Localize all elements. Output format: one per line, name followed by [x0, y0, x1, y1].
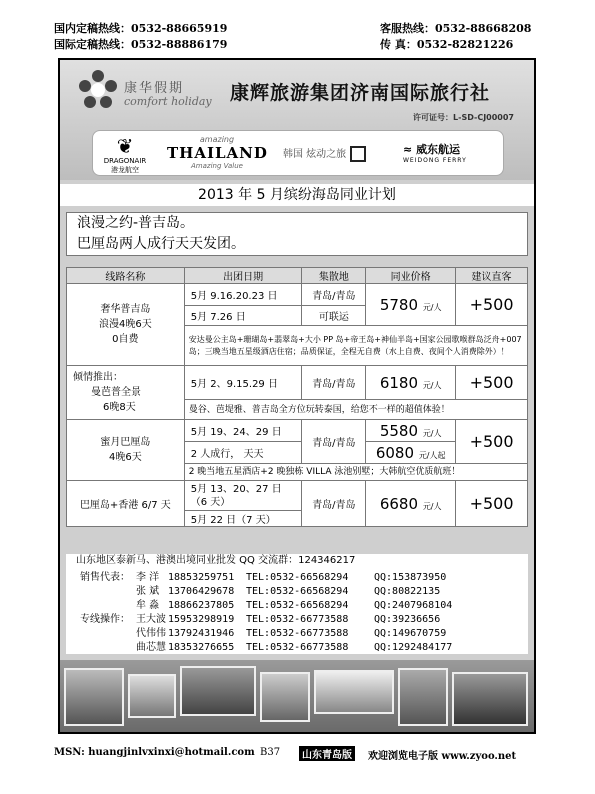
- contacts-block: [66, 554, 528, 654]
- intl-label: 国际定稿热线：: [54, 38, 131, 51]
- brand-en: comfort holiday: [124, 95, 212, 108]
- contact-row: 专线操作： 王大波 15953298919 TEL:0532-66773588 QQ:39236656: [80, 614, 441, 625]
- promo-box: [66, 212, 528, 256]
- elephant-photo: [128, 674, 176, 718]
- route-price: 5580 元/人: [366, 420, 456, 442]
- service-label: 客服热线：: [380, 22, 435, 35]
- palace-photo: [452, 672, 528, 726]
- table-row: [67, 420, 528, 442]
- route-table: [66, 267, 528, 527]
- route-desc: 安达曼公主岛+珊瑚岛+翡翠岛+大小 PP 岛+帝王岛+神仙半岛+国家公园歌喉群岛泛舟+007 岛；三晚当地五星级酒店住宿；品质保证，全程无自费（水上自费、夜间个人消费除外）！: [184, 326, 527, 366]
- route-price: 6680 元/人: [366, 481, 456, 527]
- promo-line: 巴厘岛两人成行天天发团。: [77, 236, 245, 252]
- paper-edition: 山东青岛版: [299, 746, 355, 761]
- route-name: 蜜月巴厘岛 4晚6天: [67, 420, 185, 481]
- route-suggest: +500: [456, 420, 528, 464]
- table-row: [67, 481, 528, 511]
- photo-collage: [60, 660, 534, 732]
- statue-photo: [398, 668, 448, 726]
- thailand-amazing: amazing: [199, 135, 235, 144]
- boat-photo: [314, 670, 394, 714]
- route-departure: 青岛/青岛: [302, 481, 366, 527]
- company-name: 康辉旅游集团济南国际旅行社: [230, 82, 491, 104]
- weidong-logo: [403, 141, 467, 164]
- domestic-phone: 0532-88665919: [131, 22, 228, 35]
- brand-cn: 康华假期: [124, 81, 185, 96]
- hotline-left: [54, 21, 227, 53]
- table-header-row: [67, 268, 528, 284]
- route-departure: 可联运: [302, 306, 366, 326]
- page-number: B37: [260, 747, 281, 758]
- route-departure: 青岛/青岛: [302, 366, 366, 400]
- col-header: 线路名称: [67, 268, 185, 284]
- route-date: 2 人成行， 天天: [184, 442, 302, 464]
- table-row: [67, 366, 528, 400]
- col-header: 建议直客: [456, 268, 528, 284]
- star-flower-logo-icon: [76, 68, 120, 112]
- korea-square-icon: [350, 146, 366, 162]
- ad-header: [60, 60, 534, 180]
- weidong-en: WEIDONG FERRY: [403, 157, 467, 164]
- service-phone: 0532-88668208: [435, 22, 532, 35]
- contact-row: 牟 淼 18866237805 TEL:0532-66568294 QQ:2407968104: [136, 600, 453, 611]
- korea-logo: [283, 145, 366, 162]
- rock-photo: [260, 672, 310, 722]
- col-header: 集散地: [302, 268, 366, 284]
- route-suggest: +500: [456, 481, 528, 527]
- thailand-word: THAILAND: [167, 144, 268, 162]
- domestic-label: 国内定稿热线：: [54, 22, 131, 35]
- route-date: 5月 7.26 日: [184, 306, 302, 326]
- website-link[interactable]: 欢迎浏览电子版 www.zyoo.net: [368, 751, 517, 762]
- temple-photo: [64, 668, 124, 726]
- thailand-value: Amazing Value: [191, 162, 243, 170]
- hotline-right: [380, 21, 531, 53]
- korea-text: 韩国 炫动之旅: [283, 149, 347, 160]
- license-number: 许可证号：L-SD-CJ00007: [413, 113, 514, 122]
- col-header: 出团日期: [184, 268, 302, 284]
- contact-row: 代伟伟 13792431946 TEL:0532-66773588 QQ:149670759: [136, 628, 447, 639]
- fax-phone: 0532-82821226: [416, 38, 514, 51]
- route-price: 5780 元/人: [366, 284, 456, 326]
- weidong-wave-icon: ≈: [403, 143, 413, 156]
- contact-row: 曲芯慧 18353276655 TEL:0532-66773588 QQ:1292484177: [136, 642, 453, 653]
- route-suggest: +500: [456, 366, 528, 400]
- route-name: 倾情推出： 曼芭普全景 6晚8天: [67, 366, 185, 420]
- contact-row: 张 斌 13706429678 TEL:0532-66568294 QQ:80822135: [136, 586, 441, 597]
- weidong-cn: 威东航运: [416, 143, 461, 156]
- route-departure: 青岛/青岛: [302, 420, 366, 464]
- route-departure: 青岛/青岛: [302, 284, 366, 306]
- sponsor-strip: [92, 130, 504, 176]
- qq-group: 山东地区泰新马、港澳出境同业批发 QQ 交流群：124346217: [76, 555, 356, 566]
- route-name: 巴厘岛+香港 6/7 天: [67, 481, 185, 527]
- route-date: 5月 9.16.20.23 日: [184, 284, 302, 306]
- ad-frame: [58, 58, 536, 734]
- route-date: 5月 19、24、29 日: [184, 420, 302, 442]
- dragonair-en: DRAGONAIR: [103, 157, 147, 165]
- route-date: 5月 13、20、27 日 （6 天）: [184, 481, 302, 511]
- route-desc: 曼谷、芭堤雅、普吉岛全方位玩转泰国，给您不一样的超值体验！: [184, 400, 527, 420]
- hotline-block: [54, 21, 535, 53]
- route-price: 6080 元/人起: [366, 442, 456, 464]
- route-desc: 2 晚当地五星酒店+2 晚独栋 VILLA 泳池别墅；大韩航空优质航班！: [184, 464, 527, 481]
- dragon-icon: ❦: [116, 134, 134, 158]
- page-footer: [54, 747, 534, 763]
- route-date: 5月 22 日（7 天）: [184, 511, 302, 527]
- intl-phone: 0532-88886179: [131, 38, 228, 51]
- route-name: 奢华普吉岛 浪漫4晚6天 0自费: [67, 284, 185, 366]
- promo-line: 浪漫之约-普吉岛。: [77, 215, 195, 231]
- contact-row: 销售代表： 李 洋 18853259751 TEL:0532-66568294 QQ:153873950: [80, 572, 447, 583]
- island-photo: [180, 666, 256, 716]
- route-price: 6180 元/人: [366, 366, 456, 400]
- plan-title: 2013 年 5 月缤纷海岛同业计划: [60, 184, 534, 206]
- route-suggest: +500: [456, 284, 528, 326]
- dragonair-logo: [101, 135, 149, 173]
- fax-label: 传 真：: [380, 38, 417, 51]
- thailand-logo: [167, 135, 267, 170]
- table-row: [67, 284, 528, 306]
- route-date: 5月 2、9.15.29 日: [184, 366, 302, 400]
- dragonair-cn: 港龙航空: [111, 166, 139, 174]
- col-header: 同业价格: [366, 268, 456, 284]
- msn-contact: MSN: huangjinlvxinxi@hotmail.com: [54, 747, 255, 758]
